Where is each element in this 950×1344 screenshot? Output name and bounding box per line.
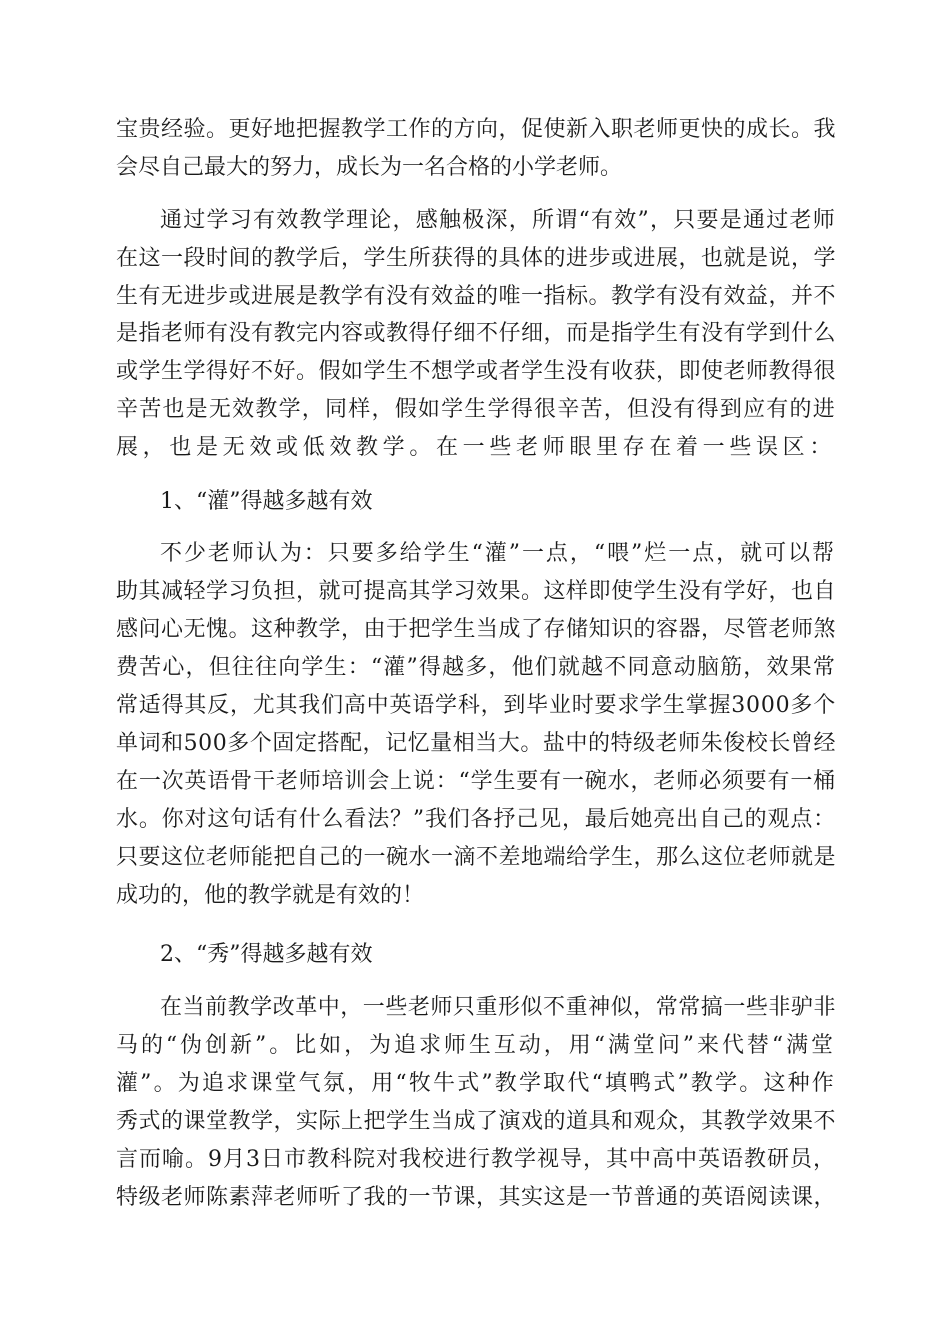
text-line: 感问心无愧。这种教学，由于把学生当成了存储知识的容器，尽管老师煞 (116, 617, 836, 642)
text-line: 马的“伪创新”。比如，为追求师生互动，用“满堂问”来代替“满堂 (116, 1033, 836, 1058)
section-heading: 2、“秀”得越多越有效 (160, 942, 373, 967)
text-line: 常适得其反，尤其我们高中英语学科，到毕业时要求学生掌握3000多个 (116, 693, 836, 718)
text-line: 灌”。为追求课堂气氛，用“牧牛式”教学取代“填鸭式”教学。这种作 (116, 1071, 836, 1096)
text-line: 辛苦也是无效教学，同样，假如学生学得很辛苦，但没有得到应有的进 (116, 397, 836, 422)
text-line: 在一次英语骨干老师培训会上说：“学生要有一碗水，老师必须要有一桶 (116, 769, 836, 794)
text-line: 言而喻。9月3日市教科院对我校进行教学视导，其中高中英语教研员， (116, 1147, 836, 1172)
text-line: 展，也是无效或低效教学。在一些老师眼里存在着一些误区： (116, 435, 836, 460)
text-line: 或学生学得好不好。假如学生不想学或者学生没有收获，即使老师教得很 (116, 359, 836, 384)
text-line: 在这一段时间的教学后，学生所获得的具体的进步或进展，也就是说，学 (116, 246, 836, 271)
text-line: 单词和500多个固定搭配，记忆量相当大。盐中的特级老师朱俊校长曾经 (116, 731, 836, 756)
text-line: 生有无进步或进展是教学有没有效益的唯一指标。教学有没有效益，并不 (116, 284, 836, 309)
text-line: 是指老师有没有教完内容或教得仔细不仔细，而是指学生有没有学到什么 (116, 321, 836, 346)
text-line: 只要这位老师能把自己的一碗水一滴不差地端给学生，那么这位老师就是 (116, 845, 836, 870)
text-line: 成功的，他的教学就是有效的！ (116, 883, 425, 908)
text-line: 特级老师陈素萍老师听了我的一节课，其实这是一节普通的英语阅读课， (116, 1185, 836, 1210)
text-line: 会尽自己最大的努力，成长为一名合格的小学老师。 (116, 155, 623, 180)
text-line: 秀式的课堂教学，实际上把学生当成了演戏的道具和观众，其教学效果不 (116, 1109, 836, 1134)
text-line: 费苦心，但往往向学生：“灌”得越多，他们就越不同意动脑筋，效果常 (116, 655, 836, 680)
text-line: 助其减轻学习负担，就可提高其学习效果。这样即使学生没有学好，也自 (116, 579, 836, 604)
text-line: 宝贵经验。更好地把握教学工作的方向，促使新入职老师更快的成长。我 (116, 117, 836, 142)
section-heading: 1、“灌”得越多越有效 (160, 489, 373, 514)
text-line: 不少老师认为：只要多给学生“灌”一点，“喂”烂一点，就可以帮 (160, 541, 836, 566)
text-line: 水。你对这句话有什么看法？”我们各抒己见，最后她亮出自己的观点： (116, 807, 836, 832)
text-line: 在当前教学改革中，一些老师只重形似不重神似，常常搞一些非驴非 (160, 995, 836, 1020)
text-line: 通过学习有效教学理论，感触极深，所谓“有效”，只要是通过老师 (160, 208, 836, 233)
